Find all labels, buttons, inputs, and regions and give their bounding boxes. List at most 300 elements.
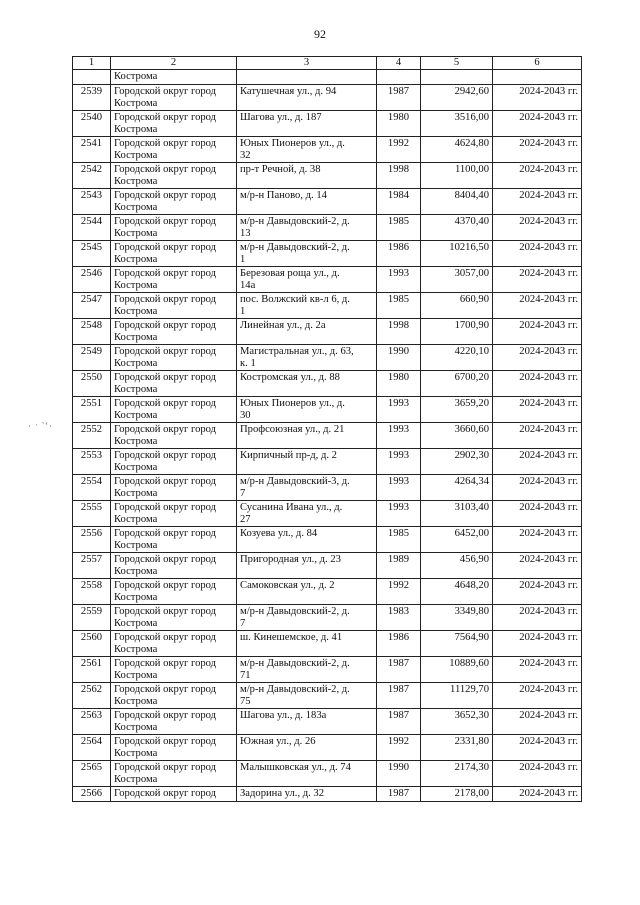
owner-cell <box>111 683 237 709</box>
address-cell-line: 1 <box>240 306 246 317</box>
column-number: 5 <box>421 57 493 70</box>
year-cell <box>377 85 421 111</box>
owner-cell-line: Городской округ город <box>114 632 217 643</box>
area-cell <box>421 761 493 787</box>
owner-cell-line: Кострома <box>114 540 158 551</box>
period-cell-line: 2024-2043 гг. <box>519 476 578 487</box>
table-row <box>73 137 582 163</box>
year-cell <box>377 241 421 267</box>
year-cell <box>377 371 421 397</box>
year-cell <box>377 163 421 189</box>
owner-cell <box>111 111 237 137</box>
owner-cell-line: Городской округ город <box>114 86 217 97</box>
address-cell-line: ш. Кинешемское, д. 41 <box>240 632 343 643</box>
table-row <box>73 111 582 137</box>
address-cell <box>237 501 377 527</box>
period-cell <box>493 631 582 657</box>
owner-cell-line: Кострома <box>114 228 158 239</box>
address-cell <box>237 163 377 189</box>
period-cell-line: 2024-2043 гг. <box>519 762 578 773</box>
address-cell <box>237 631 377 657</box>
year-cell-line: 1993 <box>387 268 410 279</box>
year-cell <box>377 501 421 527</box>
year-cell <box>377 527 421 553</box>
table-row <box>73 527 582 553</box>
row-number <box>73 631 111 657</box>
address-cell-line: 32 <box>240 150 251 161</box>
row-number-line: 2564 <box>80 736 103 747</box>
year-cell-line: 1998 <box>387 320 410 331</box>
period-cell <box>493 345 582 371</box>
area-cell-line: 3103,40 <box>454 502 489 513</box>
address-cell-line: Козуева ул., д. 84 <box>240 528 318 539</box>
period-cell <box>493 605 582 631</box>
address-cell-line: Магистральная ул., д. 63, <box>240 346 354 357</box>
owner-cell-line: Городской округ город <box>114 554 217 565</box>
year-cell <box>377 475 421 501</box>
row-number-line: 2548 <box>80 320 103 331</box>
period-cell <box>493 85 582 111</box>
area-cell-line: 8404,40 <box>454 190 489 201</box>
table-row <box>73 579 582 605</box>
period-cell-line: 2024-2043 гг. <box>519 502 578 513</box>
owner-cell <box>111 293 237 319</box>
row-number <box>73 293 111 319</box>
address-cell <box>237 371 377 397</box>
address-cell-line: Малышковская ул., д. 74 <box>240 762 351 773</box>
owner-cell <box>111 475 237 501</box>
address-cell <box>237 215 377 241</box>
year-cell-line: 1993 <box>387 476 410 487</box>
area-cell <box>421 319 493 345</box>
period-cell-line: 2024-2043 гг. <box>519 112 578 123</box>
row-number-line: 2543 <box>80 190 103 201</box>
owner-cell <box>111 501 237 527</box>
period-cell-line: 2024-2043 гг. <box>519 86 578 97</box>
row-number <box>73 501 111 527</box>
row-number-line: 2565 <box>80 762 103 773</box>
table-row <box>73 449 582 475</box>
area-cell-line: 2902,30 <box>454 450 489 461</box>
address-cell-line: Задорина ул., д. 32 <box>240 788 325 799</box>
area-cell <box>421 527 493 553</box>
owner-cell-line: Городской округ город <box>114 112 217 123</box>
row-number <box>73 605 111 631</box>
owner-cell-line: Кострома <box>114 306 158 317</box>
address-cell-line: 1 <box>240 254 246 265</box>
address-cell-line: Самоковская ул., д. 2 <box>240 580 335 591</box>
owner-cell-line: Кострома <box>114 670 158 681</box>
row-number-line: 2559 <box>80 606 103 617</box>
column-number: 1 <box>73 57 111 70</box>
year-cell-line: 1987 <box>387 710 410 721</box>
row-number <box>73 371 111 397</box>
address-cell-line: пр-т Речной, д. 38 <box>240 164 321 175</box>
row-number-line: 2550 <box>80 372 103 383</box>
period-cell <box>493 501 582 527</box>
owner-cell-line: Городской округ город <box>114 268 217 279</box>
row-number-line: 2547 <box>80 294 103 305</box>
row-number <box>73 85 111 111</box>
area-cell-line: 3652,30 <box>454 710 489 721</box>
row-number-line: 2544 <box>80 216 103 227</box>
period-cell <box>493 423 582 449</box>
address-cell <box>237 241 377 267</box>
year-cell <box>377 735 421 761</box>
area-cell <box>421 579 493 605</box>
period-cell-line: 2024-2043 гг. <box>519 684 578 695</box>
row-number-line: 2549 <box>80 346 103 357</box>
year-cell-line: 1998 <box>387 164 410 175</box>
year-cell-line: 1990 <box>387 762 410 773</box>
year-cell-line: 1986 <box>387 632 410 643</box>
owner-cell <box>111 319 237 345</box>
address-cell-line: Юных Пионеров ул., д. <box>240 398 345 409</box>
period-cell-line: 2024-2043 гг. <box>519 788 578 799</box>
period-cell <box>493 657 582 683</box>
period-cell-line: 2024-2043 гг. <box>519 658 578 669</box>
area-cell-line: 10216,50 <box>449 242 489 253</box>
address-cell-line: Шагова ул., д. 187 <box>240 112 322 123</box>
period-cell-line: 2024-2043 гг. <box>519 164 578 175</box>
owner-cell-line: Городской округ город <box>114 606 217 617</box>
year-cell <box>377 449 421 475</box>
owner-cell-line: Городской округ город <box>114 424 217 435</box>
address-cell-line: пос. Волжский кв-л 6, д. <box>240 294 350 305</box>
owner-cell-line: Кострома <box>114 124 158 135</box>
scan-artifact: · ˑ ‵ʽ· <box>28 421 54 431</box>
year-cell <box>377 787 421 802</box>
year-cell-line: 1985 <box>387 216 410 227</box>
address-cell-line: 71 <box>240 670 251 681</box>
address-cell-line: Березовая роща ул., д. <box>240 268 340 279</box>
address-cell <box>237 579 377 605</box>
table-row <box>73 735 582 761</box>
area-cell-line: 1700,90 <box>454 320 489 331</box>
row-number-line: 2566 <box>80 788 103 799</box>
continuation-row <box>73 70 582 85</box>
row-number-line: 2560 <box>80 632 103 643</box>
table-row <box>73 787 582 802</box>
owner-cell <box>111 371 237 397</box>
area-cell-line: 2174,30 <box>454 762 489 773</box>
owner-cell-line: Кострома <box>114 774 158 785</box>
year-cell <box>377 267 421 293</box>
row-number <box>73 345 111 371</box>
period-cell-line: 2024-2043 гг. <box>519 424 578 435</box>
period-cell-line: 2024-2043 гг. <box>519 606 578 617</box>
period-cell-line: 2024-2043 гг. <box>519 268 578 279</box>
area-cell <box>421 85 493 111</box>
area-cell <box>421 111 493 137</box>
period-cell <box>493 683 582 709</box>
period-cell-line: 2024-2043 гг. <box>519 320 578 331</box>
row-number-line: 2563 <box>80 710 103 721</box>
year-cell-line: 1983 <box>387 606 410 617</box>
owner-cell-line: Кострома <box>114 410 158 421</box>
table-row <box>73 475 582 501</box>
period-cell <box>493 397 582 423</box>
period-cell <box>493 449 582 475</box>
row-number <box>73 787 111 802</box>
area-cell <box>421 267 493 293</box>
owner-cell <box>111 709 237 735</box>
area-cell <box>421 449 493 475</box>
address-cell-line: к. 1 <box>240 358 256 369</box>
year-cell-line: 1993 <box>387 450 410 461</box>
year-cell <box>377 137 421 163</box>
period-cell <box>493 137 582 163</box>
period-cell <box>493 371 582 397</box>
year-cell-line: 1993 <box>387 502 410 513</box>
year-cell-line: 1986 <box>387 242 410 253</box>
row-number <box>73 683 111 709</box>
year-cell <box>377 657 421 683</box>
period-cell <box>493 709 582 735</box>
area-cell <box>421 397 493 423</box>
owner-cell-line: Кострома <box>114 462 158 473</box>
address-cell-line: Катушечная ул., д. 94 <box>240 86 337 97</box>
period-cell-line: 2024-2043 гг. <box>519 580 578 591</box>
address-cell-line: Кирпичный пр-д, д. 2 <box>240 450 337 461</box>
address-cell-line: Юных Пионеров ул., д. <box>240 138 345 149</box>
address-cell-line: Шагова ул., д. 183а <box>240 710 327 721</box>
area-cell-line: 3349,80 <box>454 606 489 617</box>
table-row <box>73 605 582 631</box>
area-cell <box>421 423 493 449</box>
address-cell <box>237 657 377 683</box>
period-cell <box>493 319 582 345</box>
owner-cell-line: Городской округ город <box>114 372 217 383</box>
address-cell-line: м/р-н Давыдовский-3, д. <box>240 476 350 487</box>
owner-cell <box>111 631 237 657</box>
owner-cell-line: Городской округ город <box>114 190 217 201</box>
area-cell-line: 3660,60 <box>454 424 489 435</box>
address-cell <box>237 527 377 553</box>
owner-cell <box>111 423 237 449</box>
row-number <box>73 215 111 241</box>
area-cell-line: 11129,70 <box>450 684 489 695</box>
area-cell <box>421 137 493 163</box>
address-cell <box>237 319 377 345</box>
table-row <box>73 631 582 657</box>
row-number-line: 2561 <box>80 658 103 669</box>
row-number-line: 2556 <box>80 528 103 539</box>
period-cell-line: 2024-2043 гг. <box>519 632 578 643</box>
column-number: 6 <box>493 57 582 70</box>
owner-cell-line: Городской округ город <box>114 736 217 747</box>
year-cell-line: 1987 <box>387 684 410 695</box>
area-cell-line: 2942,60 <box>454 86 489 97</box>
table-row <box>73 501 582 527</box>
row-number <box>73 579 111 605</box>
row-number-line: 2558 <box>80 580 103 591</box>
owner-cell <box>111 397 237 423</box>
address-cell-line: Пригородная ул., д. 23 <box>240 554 341 565</box>
period-cell-line: 2024-2043 гг. <box>519 216 578 227</box>
year-cell <box>377 215 421 241</box>
row-number-line: 2540 <box>80 112 103 123</box>
owner-cell-line: Городской округ город <box>114 580 217 591</box>
address-cell <box>237 397 377 423</box>
row-number-line: 2557 <box>80 554 103 565</box>
row-number <box>73 319 111 345</box>
year-cell-line: 1984 <box>387 190 410 201</box>
period-cell-line: 2024-2043 гг. <box>519 372 578 383</box>
year-cell-line: 1993 <box>387 424 410 435</box>
period-cell-line: 2024-2043 гг. <box>519 398 578 409</box>
table-row <box>73 553 582 579</box>
area-cell <box>421 553 493 579</box>
owner-cell-line: Городской округ город <box>114 788 217 799</box>
period-cell <box>493 215 582 241</box>
area-cell <box>421 631 493 657</box>
owner-cell: Кострома <box>111 70 237 85</box>
row-number <box>73 657 111 683</box>
row-number-line: 2552 <box>80 424 103 435</box>
period-cell <box>493 163 582 189</box>
owner-cell-line: Кострома <box>114 332 158 343</box>
area-cell-line: 4648,20 <box>454 580 489 591</box>
year-cell <box>377 631 421 657</box>
owner-cell-line: Городской округ город <box>114 320 217 331</box>
year-cell-line: 1990 <box>387 346 410 357</box>
row-number <box>73 189 111 215</box>
table-row <box>73 163 582 189</box>
address-cell <box>237 267 377 293</box>
table-row <box>73 761 582 787</box>
year-cell <box>377 423 421 449</box>
year-cell <box>377 189 421 215</box>
area-cell-line: 6700,20 <box>454 372 489 383</box>
owner-cell-line: Кострома <box>114 280 158 291</box>
area-cell-line: 4264,34 <box>454 476 489 487</box>
area-cell <box>421 241 493 267</box>
owner-cell-line: Кострома <box>114 696 158 707</box>
address-cell-line: 14а <box>240 280 256 291</box>
area-cell-line: 6452,00 <box>454 528 489 539</box>
period-cell <box>493 111 582 137</box>
owner-cell-line: Кострома <box>114 176 158 187</box>
row-number-line: 2555 <box>80 502 103 513</box>
row-number <box>73 449 111 475</box>
area-cell <box>421 605 493 631</box>
page-number: 92 <box>314 27 326 41</box>
address-cell <box>237 111 377 137</box>
area-cell <box>421 189 493 215</box>
owner-cell-line: Кострома <box>114 202 158 213</box>
owner-cell-line: Городской округ город <box>114 762 217 773</box>
address-cell <box>237 735 377 761</box>
address-cell-line: м/р-н Давыдовский-2, д. <box>240 216 350 227</box>
row-number <box>73 709 111 735</box>
row-number <box>73 761 111 787</box>
row-number-line: 2562 <box>80 684 103 695</box>
owner-cell-line: Кострома <box>114 618 158 629</box>
address-cell <box>237 345 377 371</box>
column-number: 2 <box>111 57 237 70</box>
area-cell-line: 2178,00 <box>454 788 489 799</box>
area-cell-line: 1100,00 <box>454 164 489 175</box>
year-cell <box>377 709 421 735</box>
year-cell <box>377 293 421 319</box>
area-cell <box>421 787 493 802</box>
year-cell <box>377 345 421 371</box>
area-cell <box>421 735 493 761</box>
owner-cell-line: Городской округ город <box>114 164 217 175</box>
address-cell-line: Костромская ул., д. 88 <box>240 372 340 383</box>
owner-cell <box>111 85 237 111</box>
address-cell <box>237 449 377 475</box>
address-cell-line: м/р-н Давыдовский-2, д. <box>240 242 350 253</box>
owner-cell <box>111 761 237 787</box>
row-number <box>73 527 111 553</box>
address-cell <box>237 709 377 735</box>
year-cell-line: 1987 <box>387 86 410 97</box>
owner-cell <box>111 215 237 241</box>
area-cell-line: 3659,20 <box>454 398 489 409</box>
address-cell <box>237 293 377 319</box>
address-cell <box>237 787 377 802</box>
year-cell-line: 1980 <box>387 112 410 123</box>
owner-cell <box>111 605 237 631</box>
row-number <box>73 735 111 761</box>
row-number <box>73 163 111 189</box>
area-cell-line: 456,90 <box>459 554 489 565</box>
area-cell <box>421 345 493 371</box>
owner-cell <box>111 579 237 605</box>
owner-cell-line: Городской округ город <box>114 528 217 539</box>
owner-cell-line: Городской округ город <box>114 658 217 669</box>
owner-cell-line: Городской округ город <box>114 502 217 513</box>
table-row <box>73 423 582 449</box>
row-number <box>73 553 111 579</box>
area-cell <box>421 683 493 709</box>
area-cell-line: 3516,00 <box>454 112 489 123</box>
year-cell <box>377 605 421 631</box>
table-row <box>73 397 582 423</box>
period-cell <box>493 241 582 267</box>
area-cell <box>421 293 493 319</box>
area-cell <box>421 501 493 527</box>
owner-cell-line: Городской округ город <box>114 476 217 487</box>
address-cell-line: 30 <box>240 410 251 421</box>
period-cell <box>493 475 582 501</box>
owner-cell-line: Кострома <box>114 566 158 577</box>
address-cell-line: Южная ул., д. 26 <box>240 736 316 747</box>
year-cell-line: 1980 <box>387 372 410 383</box>
period-cell <box>493 787 582 802</box>
column-number: 4 <box>377 57 421 70</box>
address-cell-line: м/р-н Давыдовский-2, д. <box>240 606 350 617</box>
registry-table <box>72 56 582 802</box>
table-row <box>73 189 582 215</box>
owner-cell <box>111 553 237 579</box>
owner-cell-line: Кострома <box>114 592 158 603</box>
year-cell-line: 1993 <box>387 398 410 409</box>
owner-cell-line: Кострома <box>114 722 158 733</box>
area-cell <box>421 475 493 501</box>
period-cell <box>493 527 582 553</box>
owner-cell <box>111 137 237 163</box>
row-number-line: 2553 <box>80 450 103 461</box>
year-cell-line: 1992 <box>387 580 410 591</box>
owner-cell-line: Городской округ город <box>114 398 217 409</box>
address-cell-line: Линейная ул., д. 2а <box>240 320 326 331</box>
address-cell <box>237 475 377 501</box>
area-cell <box>421 709 493 735</box>
area-cell <box>421 163 493 189</box>
